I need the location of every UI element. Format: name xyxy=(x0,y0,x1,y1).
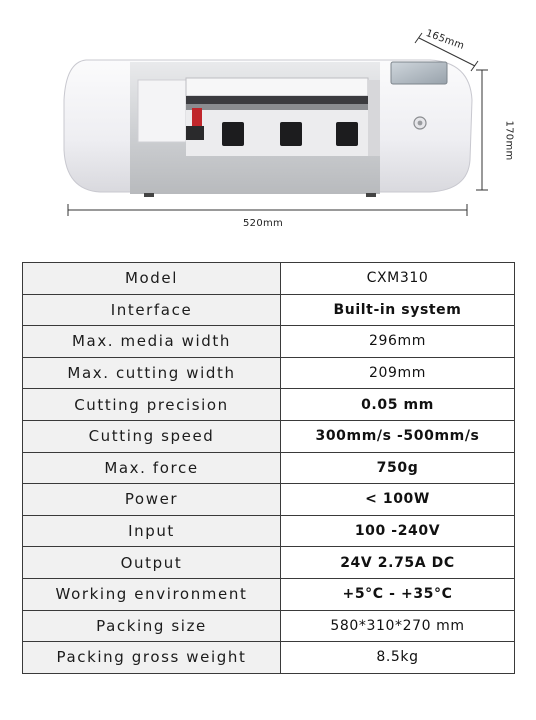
spec-value: 296mm xyxy=(281,326,515,358)
spec-value: 24V 2.75A DC xyxy=(281,547,515,579)
specification-table-body xyxy=(23,263,515,674)
cutting-plotter-illustration xyxy=(0,0,536,245)
width-dimension-label: 520mm xyxy=(243,218,284,229)
spec-label: Output xyxy=(23,547,281,579)
spec-row-max-cutting-width xyxy=(23,357,515,389)
spec-label: Interface xyxy=(23,294,281,326)
spec-row-input xyxy=(23,515,515,547)
spec-label: Cutting precision xyxy=(23,389,281,421)
spec-row-working-environment xyxy=(23,578,515,610)
spec-row-max-force xyxy=(23,452,515,484)
spec-row-cutting-speed xyxy=(23,420,515,452)
spec-row-packing-gross-weight xyxy=(23,642,515,674)
height-dimension-line xyxy=(476,70,488,190)
spec-label: Max. force xyxy=(23,452,281,484)
spec-value: 300mm/s -500mm/s xyxy=(281,420,515,452)
spec-label: Max. cutting width xyxy=(23,357,281,389)
spec-row-power xyxy=(23,484,515,516)
height-dimension-label: 170mm xyxy=(503,120,515,161)
spec-label: Model xyxy=(23,263,281,295)
specification-table xyxy=(22,262,515,674)
spec-value: 0.05 mm xyxy=(281,389,515,421)
spec-label: Packing size xyxy=(23,610,281,642)
spec-value: Built-in system xyxy=(281,294,515,326)
spec-row-max-media-width xyxy=(23,326,515,358)
control-screen xyxy=(391,62,447,84)
spec-label: Power xyxy=(23,484,281,516)
depth-dimension-label: 165mm xyxy=(424,28,466,53)
spec-label: Cutting speed xyxy=(23,420,281,452)
spec-row-cutting-precision xyxy=(23,389,515,421)
spec-value: 580*310*270 mm xyxy=(281,610,515,642)
spec-label: Working environment xyxy=(23,578,281,610)
spec-row-output xyxy=(23,547,515,579)
product-figure xyxy=(0,0,536,245)
spec-value: 750g xyxy=(281,452,515,484)
spec-row-interface xyxy=(23,294,515,326)
spec-value: 8.5kg xyxy=(281,642,515,674)
spec-row-model xyxy=(23,263,515,295)
spec-value: +5°C - +35°C xyxy=(281,578,515,610)
spec-value: 100 -240V xyxy=(281,515,515,547)
spec-value: CXM310 xyxy=(281,263,515,295)
spec-label: Max. media width xyxy=(23,326,281,358)
spec-value: < 100W xyxy=(281,484,515,516)
spec-value: 209mm xyxy=(281,357,515,389)
spec-row-packing-size xyxy=(23,610,515,642)
spec-label: Input xyxy=(23,515,281,547)
spec-label: Packing gross weight xyxy=(23,642,281,674)
width-dimension-line xyxy=(68,204,467,216)
